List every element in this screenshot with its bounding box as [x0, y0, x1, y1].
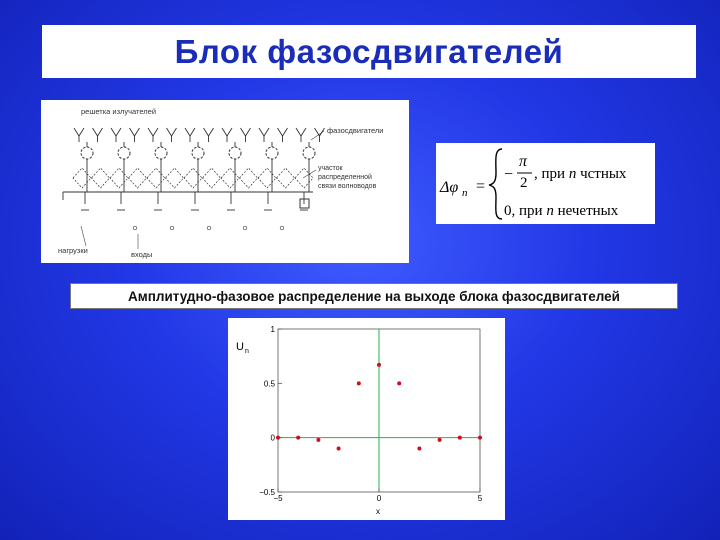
y-axis-label: U: [236, 341, 244, 353]
slide-subtitle: Амплитудно-фазовое распределение на выходе блока фазосдвигателей: [128, 288, 620, 304]
data-point: [458, 436, 462, 440]
emitter-symbol: [148, 128, 158, 136]
y-axis-label-sub: n: [245, 348, 249, 355]
emitter-symbol: [74, 128, 84, 136]
y-tick-label: 1: [270, 325, 275, 334]
data-point: [417, 447, 421, 451]
coupling-cell: [184, 168, 202, 188]
label-section-1: участок: [318, 165, 343, 172]
case1-sign: −: [504, 166, 514, 183]
data-point: [397, 381, 401, 385]
formula-eq: =: [476, 178, 486, 195]
label-phase-shifters: фазосдвигатели: [327, 126, 384, 135]
input-port: [280, 226, 284, 230]
coupling-cell: [203, 168, 221, 188]
data-point: [357, 381, 361, 385]
label-emitter-grid: решетка излучателей: [81, 107, 157, 116]
label-section-2: распределенной: [318, 174, 372, 181]
emitter-symbol: [278, 128, 288, 136]
amplitude-chart: [228, 318, 505, 520]
input-port: [207, 226, 211, 230]
chart-axes: [278, 329, 480, 492]
coupling-cell: [277, 168, 295, 188]
phase-shifter: [229, 147, 241, 159]
coupling-cell: [147, 168, 165, 188]
phase-shifter: [118, 147, 130, 159]
input-port: [133, 226, 137, 230]
slide-title: Блок фазосдвигателей: [174, 32, 564, 70]
label-loads: нагрузки: [58, 246, 88, 255]
label-inputs: входы: [131, 250, 153, 259]
diagram-elements: [63, 128, 325, 230]
emitter-symbol: [167, 128, 177, 136]
emitter-symbol: [111, 128, 121, 136]
formula-svg: [436, 143, 655, 224]
case1-numerator: π: [519, 153, 528, 170]
chart-ticks: [259, 325, 483, 503]
emitter-symbol: [93, 128, 103, 136]
chart-svg: [228, 318, 505, 520]
terminal-box: [300, 199, 309, 208]
emitter-symbol: [185, 128, 195, 136]
emitter-symbol: [296, 128, 306, 136]
data-point: [276, 436, 280, 440]
y-tick-label: 0: [270, 433, 275, 443]
emitter-symbol: [204, 128, 214, 136]
formula-lhs: Δφ: [440, 179, 459, 196]
data-point: [316, 438, 320, 442]
input-port: [170, 226, 174, 230]
x-tick-label: −5: [273, 494, 283, 503]
case1-denominator: 2: [520, 175, 528, 191]
emitter-symbol: [259, 128, 269, 136]
coupling-cell: [258, 168, 276, 188]
label-section-3: связи волноводов: [318, 183, 377, 190]
coupling-cell: [73, 168, 91, 188]
phase-shifter: [192, 147, 204, 159]
pointer-loads: [81, 226, 86, 246]
y-tick-label: −0.5: [259, 488, 275, 497]
x-tick-label: 5: [477, 494, 483, 503]
coupling-cell: [240, 168, 258, 188]
coupling-cell: [295, 168, 313, 188]
x-axis-label: x: [376, 507, 380, 516]
coupling-cell: [221, 168, 239, 188]
data-point: [296, 436, 300, 440]
coupling-cell: [166, 168, 184, 188]
input-port: [243, 226, 247, 230]
x-tick-label: 0: [376, 494, 382, 503]
title-box: [42, 25, 696, 78]
emitter-symbol: [222, 128, 232, 136]
case2-condition: 0, при n нечетных: [504, 203, 619, 219]
phase-shifter: [81, 147, 93, 159]
phase-shifter: [155, 147, 167, 159]
coupling-cell: [92, 168, 110, 188]
coupling-cell: [110, 168, 128, 188]
case1-condition: , при n чстных: [534, 166, 627, 182]
coupling-cell: [129, 168, 147, 188]
formula-brace: [489, 149, 502, 219]
y-tick-label: 0.5: [263, 379, 275, 389]
data-point: [337, 447, 341, 451]
emitter-symbol: [130, 128, 140, 136]
subtitle-box: [70, 283, 678, 309]
data-point: [478, 436, 482, 440]
phase-shifter: [303, 147, 315, 159]
formula-lhs-sub: n: [462, 187, 468, 199]
phase-shifter-diagram: [41, 100, 409, 263]
data-point: [377, 363, 381, 367]
data-point: [438, 438, 442, 442]
phase-formula: [436, 143, 655, 224]
emitter-symbol: [241, 128, 251, 136]
phase-shifter: [266, 147, 278, 159]
diagram-svg: [41, 100, 409, 263]
